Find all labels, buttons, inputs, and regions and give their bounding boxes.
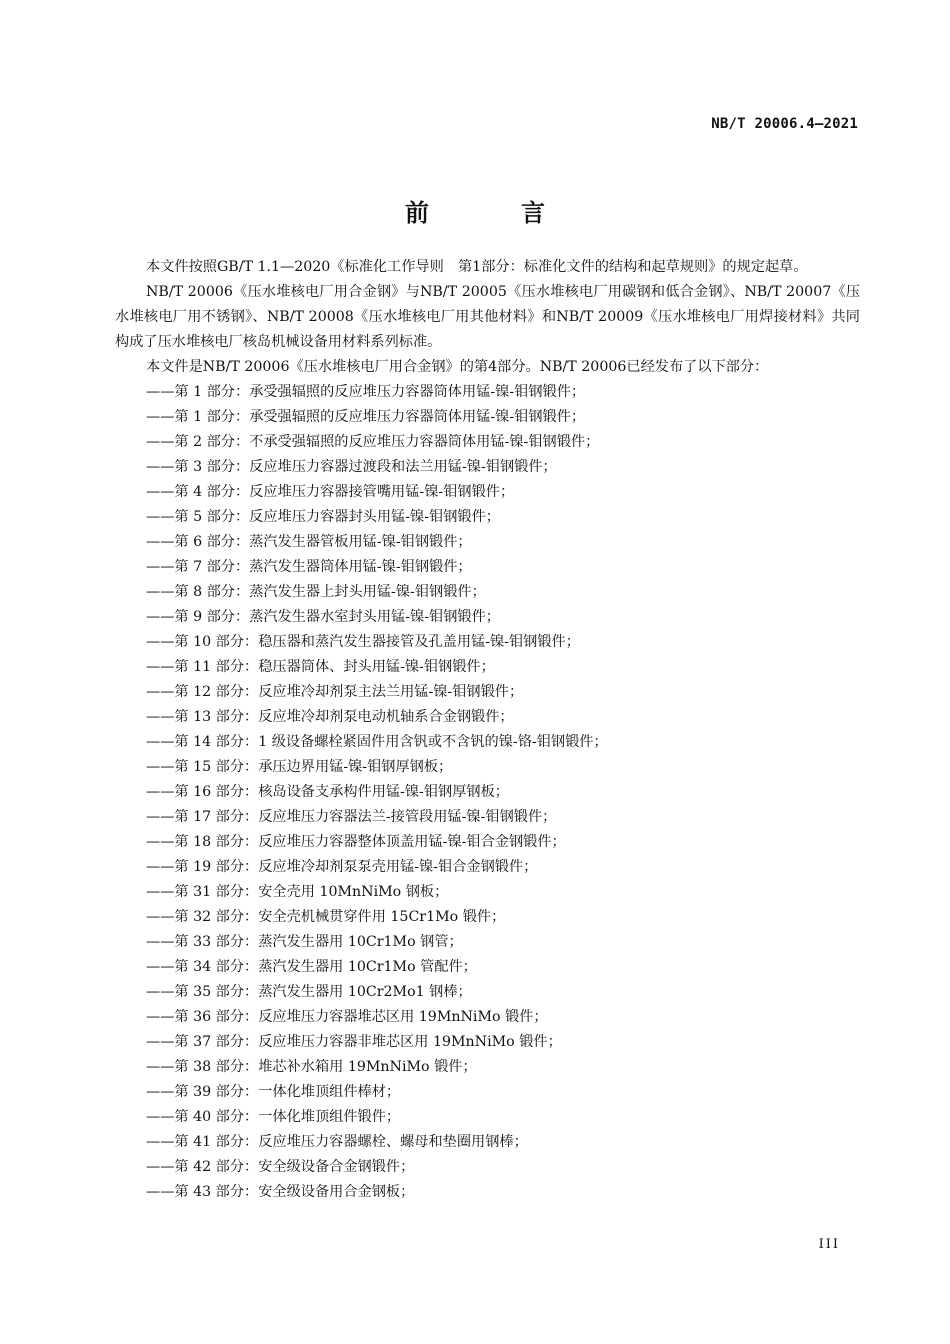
list-item: ——第 3 部分：反应堆压力容器过渡段和法兰用锰-镍-钼钢锻件； <box>146 459 557 475</box>
list-item: ——第 33 部分：蒸汽发生器用 10Cr1Mo 钢管； <box>146 934 463 950</box>
list-item: ——第 35 部分：蒸汽发生器用 10Cr2Mo1 钢棒； <box>146 984 472 1000</box>
list-item: ——第 43 部分：安全级设备用合金钢板； <box>146 1184 415 1200</box>
list-item: ——第 10 部分：稳压器和蒸汽发生器接管及孔盖用锰-镍-钼钢锻件； <box>146 634 580 650</box>
list-item: ——第 34 部分：蒸汽发生器用 10Cr1Mo 管配件； <box>146 959 477 975</box>
list-item: ——第 37 部分：反应堆压力容器非堆芯区用 19MnNiMo 锻件； <box>146 1034 562 1050</box>
list-item: ——第 38 部分：堆芯补水箱用 19MnNiMo 锻件； <box>146 1059 477 1075</box>
list-item: ——第 19 部分：反应堆冷却剂泵泵壳用锰-镍-钼合金钢锻件； <box>146 859 538 875</box>
list-item: ——第 13 部分：反应堆冷却剂泵电动机轴系合金钢锻件； <box>146 709 514 725</box>
list-item: ——第 15 部分：承压边界用锰-镍-钼钢厚钢板； <box>146 759 453 775</box>
list-item: ——第 6 部分：蒸汽发生器管板用锰-镍-钼钢锻件； <box>146 534 472 550</box>
list-item: ——第 1 部分：承受强辐照的反应堆压力容器筒体用锰-镍-钼钢锻件； <box>146 384 586 400</box>
paragraph-part-intro: 本文件是NB/T 20006《压水堆核电厂用合金钢》的第4部分。NB/T 20006已经发布了以下部分： <box>146 359 769 375</box>
paragraph-series-standards: NB/T 20006《压水堆核电厂用合金钢》与NB/T 20005《压水堆核电厂用碳钢和低合金钢》、NB/T 20007《压水堆核电厂用不锈钢》、NB/T 20008《压水堆核电厂用其他材料》和NB/T 20009《压水堆核电厂用焊接材料》共同构成了压水堆核电厂核岛机械设备用材料系列标准。 <box>115 284 861 350</box>
list-item: ——第 39 部分：一体化堆顶组件棒材； <box>146 1084 401 1100</box>
list-item: ——第 1 部分：承受强辐照的反应堆压力容器筒体用锰-镍-钼钢锻件； <box>146 409 586 425</box>
list-item: ——第 18 部分：反应堆压力容器整体顶盖用锰-镍-钼合金钢锻件； <box>146 834 566 850</box>
document-body <box>115 255 860 1205</box>
paragraph-drafting-rules: 本文件按照GB/T 1.1—2020《标准化工作导则 第1部分：标准化文件的结构和起草规则》的规定起草。 <box>146 259 808 275</box>
list-item: ——第 11 部分：稳压器筒体、封头用锰-镍-钼钢锻件； <box>146 659 495 675</box>
parts-list <box>115 380 860 1205</box>
list-item: ——第 7 部分：蒸汽发生器筒体用锰-镍-钼钢锻件； <box>146 559 472 575</box>
list-item: ——第 12 部分：反应堆冷却剂泵主法兰用锰-镍-钼钢锻件； <box>146 684 524 700</box>
list-item: ——第 41 部分：反应堆压力容器螺栓、螺母和垫圈用钢棒； <box>146 1134 528 1150</box>
list-item: ——第 5 部分：反应堆压力容器封头用锰-镍-钼钢锻件； <box>146 509 500 525</box>
page-number: III <box>818 1237 840 1252</box>
list-item: ——第 36 部分：反应堆压力容器堆芯区用 19MnNiMo 锻件； <box>146 1009 548 1025</box>
list-item: ——第 40 部分：一体化堆顶组件锻件； <box>146 1109 401 1125</box>
list-item: ——第 14 部分：1 级设备螺栓紧固件用含钒或不含钒的镍-铬-钼钢锻件； <box>146 734 608 750</box>
list-item: ——第 31 部分：安全壳用 10MnNiMo 钢板； <box>146 884 449 900</box>
page-title: 前 言 <box>405 199 579 227</box>
list-item: ——第 17 部分：反应堆压力容器法兰-接管段用锰-镍-钼钢锻件； <box>146 809 557 825</box>
list-item: ——第 16 部分：核岛设备支承构件用锰-镍-钼钢厚钢板； <box>146 784 509 800</box>
document-code: NB/T 20006.4—2021 <box>711 116 858 132</box>
list-item: ——第 2 部分：不承受强辐照的反应堆压力容器筒体用锰-镍-钼钢锻件； <box>146 434 600 450</box>
list-item: ——第 32 部分：安全壳机械贯穿件用 15Cr1Mo 锻件； <box>146 909 506 925</box>
list-item: ——第 4 部分：反应堆压力容器接管嘴用锰-镍-钼钢锻件； <box>146 484 515 500</box>
list-item: ——第 9 部分：蒸汽发生器水室封头用锰-镍-钼钢锻件； <box>146 609 500 625</box>
list-item: ——第 8 部分：蒸汽发生器上封头用锰-镍-钼钢锻件； <box>146 584 486 600</box>
list-item: ——第 42 部分：安全级设备合金钢锻件； <box>146 1159 415 1175</box>
